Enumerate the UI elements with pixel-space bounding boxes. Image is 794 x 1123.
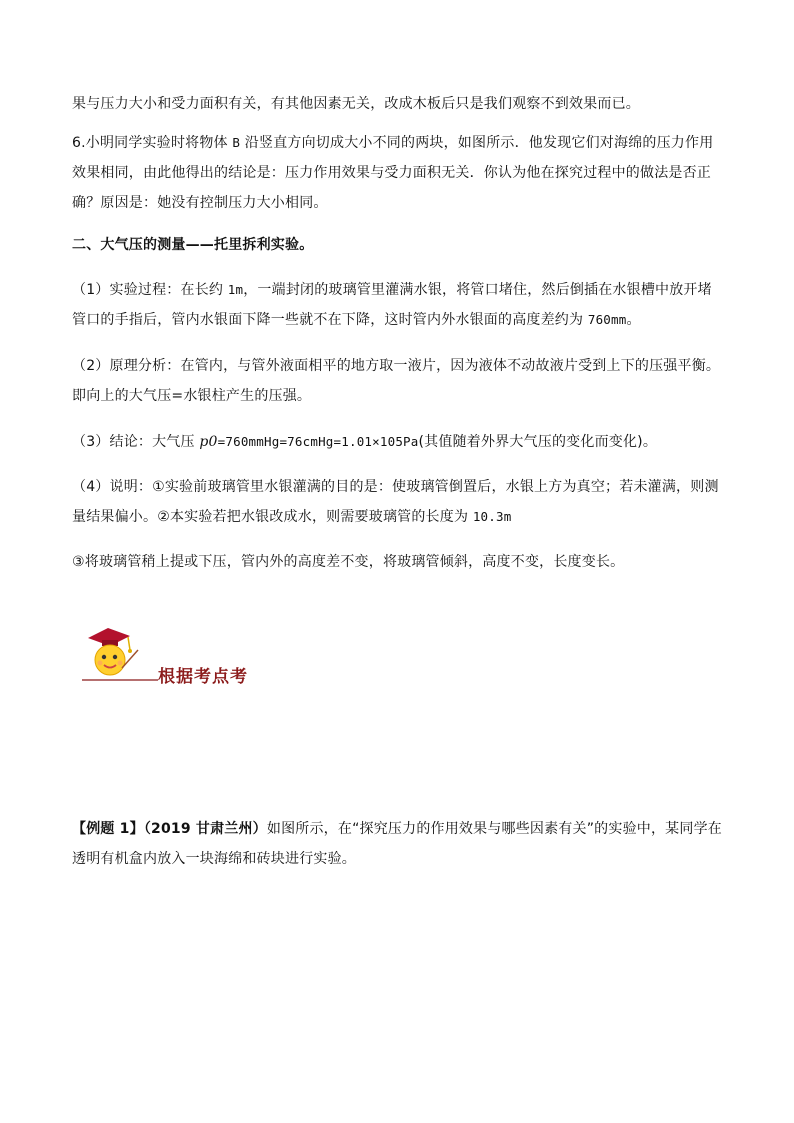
heading-icon-wrap xyxy=(78,620,158,690)
graduate-mascot-icon xyxy=(78,620,158,690)
example-text: 如图所示，在“探究压力的作用效果与哪些因素有关”的实验中，某同学在透明有机盒内放入一块海绵和砖块进行实验。 xyxy=(72,821,722,867)
top-line: 果与压力大小和受力面积有关，有其他因素无关，改成木板后只是我们观察不到效果而已。 xyxy=(72,96,640,112)
example-label: 【例题 1】 xyxy=(72,821,144,837)
para-3: （3）结论：大气压 p0=760mmHg=76cmHg=1.01×105Pa(其值随着外界大气压的变化而变化)。 xyxy=(72,434,658,450)
heading-title: 根据考点考 xyxy=(158,667,248,687)
section-2-title: 二、大气压的测量——托里拆利实验。 xyxy=(72,237,314,253)
example-1 xyxy=(72,814,722,874)
para-5: ③将玻璃管稍上提或下压，管内外的高度差不变，将玻璃管倾斜，高度不变，长度变长。 xyxy=(72,554,625,570)
item-6: 6.小明同学实验时将物体 B 沿竖直方向切成大小不同的两块，如图所示．他发现它们对海绵的压力作用效果相同，由此他得出的结论是：压力作用效果与受力面积无关．你认为他在探究过程中的做法是否正确？原因是：她没有控制压力大小相同。 xyxy=(72,135,714,211)
para-2: （2）原理分析：在管内，与管外液面相平的地方取一液片，因为液体不动故液片受到上下的压强平衡。即向上的大气压=水银柱产生的压强。 xyxy=(72,358,721,404)
example-source: （2019 甘肃兰州） xyxy=(143,821,267,837)
para-4: （4）说明：①实验前玻璃管里水银灌满的目的是：使玻璃管倒置后，水银上方为真空；若未灌满，则测量结果偏小。②本实验若把水银改成水，则需要玻璃管的长度为 10.3m xyxy=(72,479,719,525)
para-1: （1）实验过程：在长约 1m，一端封闭的玻璃管里灌满水银，将管口堵住，然后倒插在水银槽中放开堵管口的手指后，管内水银面下降一些就不在下降，这时管内外水银面的高度差约为 760mm。 xyxy=(72,282,712,328)
